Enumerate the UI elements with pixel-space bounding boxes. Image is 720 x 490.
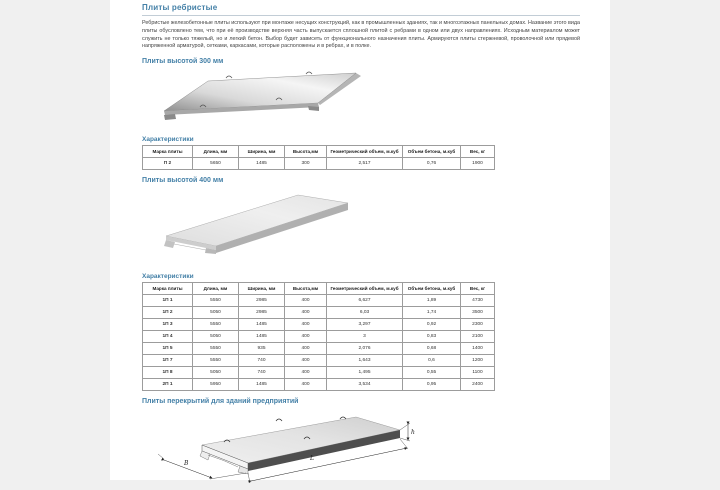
plate-mark-cell: 1П 7 [143,355,193,367]
table-row [143,307,495,319]
column-header: Объем бетона, м.куб [403,283,461,295]
table-row [143,379,495,391]
width-dimension-label: B [184,460,189,468]
value-cell: 1100 [461,367,495,379]
value-cell: 2100 [461,331,495,343]
column-header: Марка плиты [143,146,193,158]
table-header-row [143,146,495,158]
table-row [143,355,495,367]
value-cell: 2,076 [327,343,403,355]
title-divider [142,15,580,16]
value-cell: 400 [285,379,327,391]
column-header: Вес, кг [461,283,495,295]
value-cell: 4730 [461,295,495,307]
industrial-slab-image [158,407,580,490]
value-cell: 400 [285,343,327,355]
column-header: Длина, мм [193,146,239,158]
table-row [143,319,495,331]
value-cell: 6,627 [327,295,403,307]
value-cell: 400 [285,367,327,379]
value-cell: 2,517 [327,158,403,170]
value-cell: 5050 [193,307,239,319]
value-cell: 5550 [193,355,239,367]
plate-mark-cell: 1П 5 [143,343,193,355]
value-cell: 2400 [461,379,495,391]
length-dimension-label: L [310,455,314,463]
plate-mark-cell: 1П 8 [143,367,193,379]
slab-400-image [148,186,580,261]
plates-400-table [142,282,495,391]
column-header: Высота,мм [285,146,327,158]
value-cell: 3 [327,331,403,343]
plate-mark-cell: 2П 1 [143,379,193,391]
value-cell: 2300 [461,319,495,331]
value-cell: 2985 [239,295,285,307]
characteristics-heading-400: Характеристики [142,273,194,281]
value-cell: 1485 [239,319,285,331]
table-row [143,158,495,170]
value-cell: 5950 [193,379,239,391]
slab-300-image [148,67,580,130]
section-heading-400mm: Плиты высотой 400 мм [142,177,224,185]
table-row [143,331,495,343]
column-header: Объем бетона, м.куб [403,146,461,158]
column-header: Ширина, мм [239,146,285,158]
value-cell: 5050 [193,367,239,379]
value-cell: 740 [239,367,285,379]
column-header: Геометрический объем, м.куб [327,283,403,295]
plates-300-table [142,145,495,170]
value-cell: 5550 [193,343,239,355]
slab-400-drawing [148,186,358,256]
value-cell: 0,68 [403,343,461,355]
slab-300-drawing [148,67,363,125]
value-cell: 300 [285,158,327,170]
value-cell: 1200 [461,355,495,367]
value-cell: 3500 [461,307,495,319]
section-heading-300mm: Плиты высотой 300 мм [142,58,224,66]
value-cell: 1,89 [403,295,461,307]
value-cell: 400 [285,355,327,367]
intro-paragraph: Ребристые железобетонные плиты используют при монтаже несущих конструкций, как в промышленных зданиях, так и многоэтажных панельных домах. Название этого вида плиты обусловлено тем, что при её производстве верхняя часть выпускается сплошной плитой с ребрами в одном или двух направлениях. Исходным материалом может служить не только тяжелый, но и легкий бетон. Выбор будет зависеть от функционального назначения плиты. Армируются плиты стержневой, проволочной или прядевой напряженной арматурой, сетками, каркасами, которые расположены и в ребрах, и в полке. [142,20,581,50]
value-cell: 1,74 [403,307,461,319]
value-cell: 5050 [193,331,239,343]
value-cell: 0,55 [403,367,461,379]
value-cell: 5550 [193,319,239,331]
value-cell: 1485 [239,331,285,343]
column-header: Вес, кг [461,146,495,158]
value-cell: 5550 [193,295,239,307]
table-row [143,343,495,355]
plate-mark-cell: 1П 3 [143,319,193,331]
value-cell: 1900 [461,158,495,170]
column-header: Длина, мм [193,283,239,295]
value-cell: 400 [285,307,327,319]
value-cell: 0,92 [403,319,461,331]
column-header: Марка плиты [143,283,193,295]
value-cell: 400 [285,331,327,343]
value-cell: 1485 [239,379,285,391]
height-dimension-label: h [411,429,415,437]
value-cell: 1,643 [327,355,403,367]
value-cell: 0,6 [403,355,461,367]
value-cell: 2985 [239,307,285,319]
value-cell: 400 [285,295,327,307]
column-header: Ширина, мм [239,283,285,295]
value-cell: 3,534 [327,379,403,391]
table-row [143,295,495,307]
value-cell: 6,03 [327,307,403,319]
value-cell: 5650 [193,158,239,170]
column-header: Геометрический объем, м.куб [327,146,403,158]
characteristics-heading-300: Характеристики [142,136,194,144]
value-cell: 935 [239,343,285,355]
plate-mark-cell: 1П 2 [143,307,193,319]
value-cell: 0,76 [403,158,461,170]
plate-mark-cell: 1П 1 [143,295,193,307]
value-cell: 400 [285,319,327,331]
table-row [143,367,495,379]
value-cell: 1400 [461,343,495,355]
table-header-row [143,283,495,295]
column-header: Высота,мм [285,283,327,295]
page-title: Плиты ребристые [142,3,218,12]
value-cell: 1485 [239,158,285,170]
value-cell: 740 [239,355,285,367]
catalog-page [110,0,610,480]
value-cell: 3,297 [327,319,403,331]
value-cell: 0,95 [403,379,461,391]
industrial-slab-drawing [158,407,418,485]
value-cell: 1,495 [327,367,403,379]
plate-mark-cell: 1П 4 [143,331,193,343]
section-heading-industrial: Плиты перекрытий для зданий предприятий [142,398,299,406]
plate-mark-cell: П 2 [143,158,193,170]
value-cell: 0,83 [403,331,461,343]
